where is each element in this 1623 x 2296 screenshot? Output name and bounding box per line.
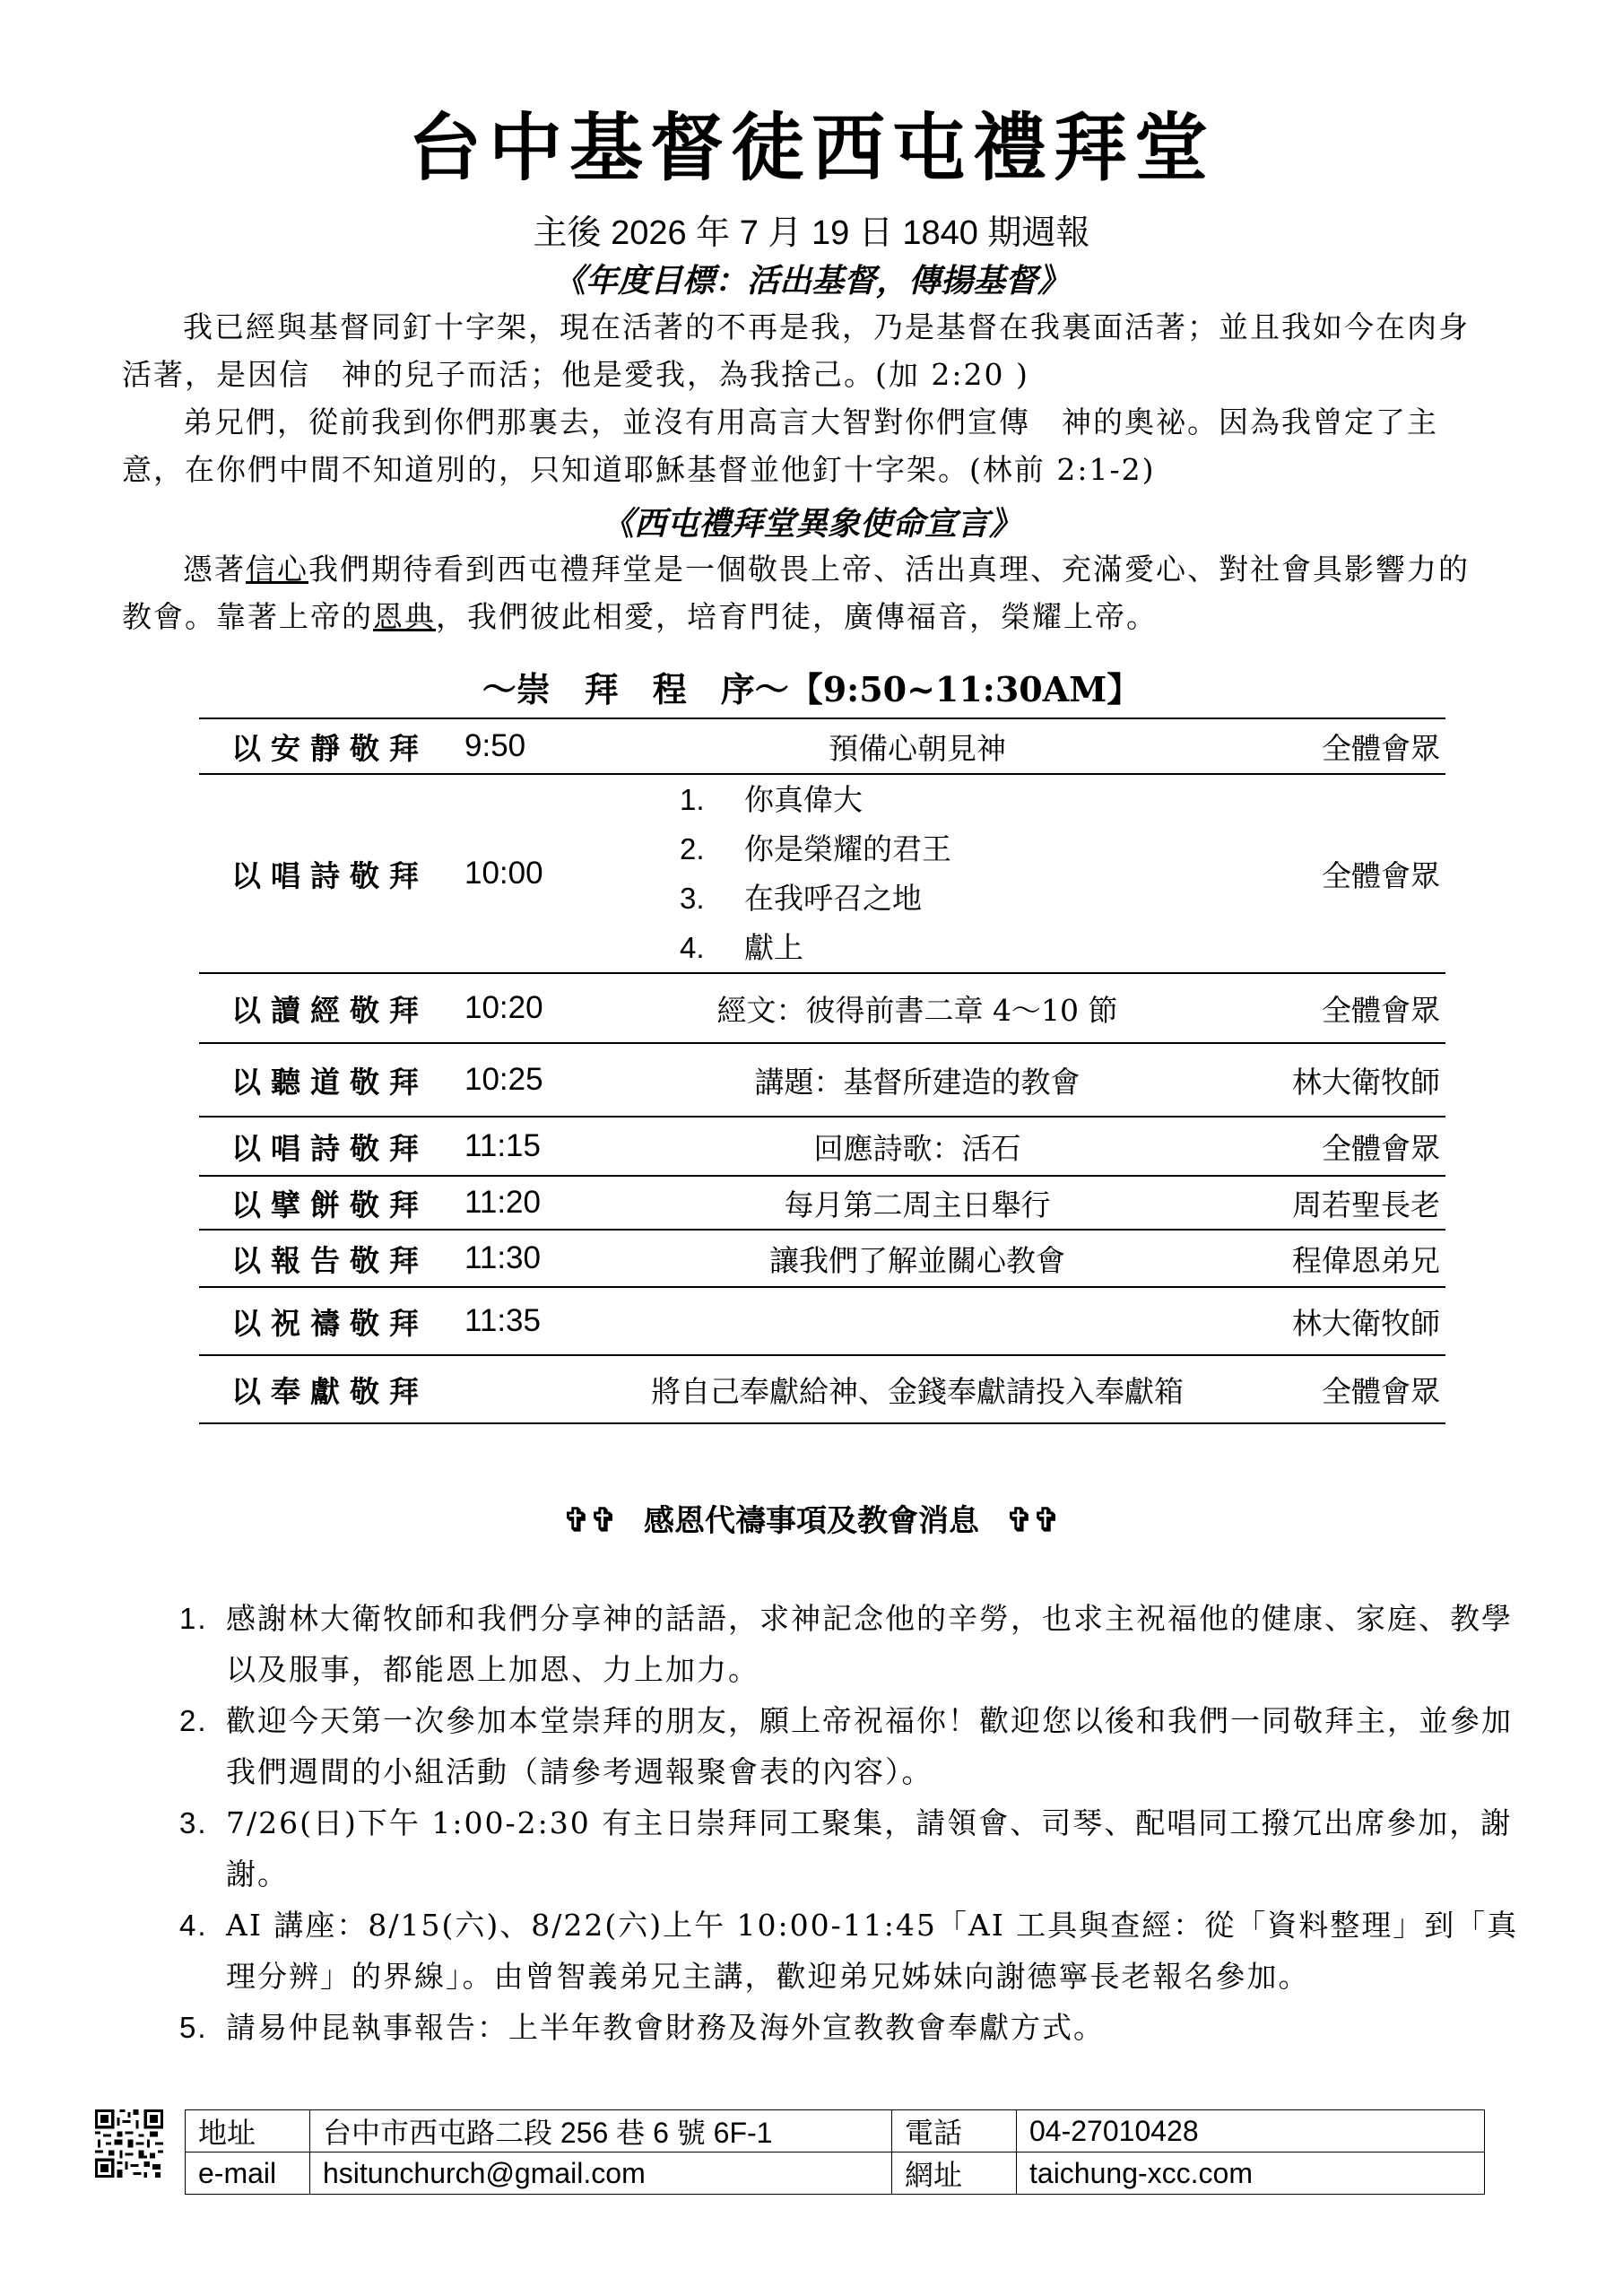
service-content: 講題：基督所建造的教會 — [608, 1043, 1227, 1117]
song-title: 你真偉大 — [744, 782, 863, 817]
song-item — [680, 923, 1227, 972]
song-title: 獻上 — [744, 930, 803, 965]
service-item-name: 以祝禱敬拜 — [199, 1287, 464, 1355]
news-heading: 感恩代禱事項及教會消息 — [644, 1503, 979, 1539]
service-leader: 全體會眾 — [1227, 774, 1445, 973]
website-value[interactable]: taichung-xcc.com — [1017, 2152, 1485, 2195]
service-leader: 程偉恩弟兄 — [1227, 1230, 1445, 1287]
news-item — [179, 1797, 1533, 1900]
song-number: 4. — [680, 931, 705, 964]
service-item-name: 以聽道敬拜 — [199, 1043, 464, 1117]
vision-text-post: ，我們彼此相愛，培育門徒，廣傳福音，榮耀上帝。 — [436, 599, 1158, 634]
news-item — [179, 1900, 1533, 2002]
service-row — [199, 973, 1445, 1043]
news-heading-row — [0, 1496, 1623, 1540]
service-time: 11:15 — [464, 1117, 608, 1176]
service-row — [199, 774, 1445, 973]
song-list — [608, 775, 1227, 972]
service-time — [464, 1355, 608, 1423]
qr-code-icon[interactable] — [95, 2109, 163, 2178]
service-leader: 全體會眾 — [1227, 973, 1445, 1043]
vision-text-mid: 我們期待看到西屯禮拜堂是一個敬畏上帝、活出真理、充滿愛心、對社會具影響力的教會。靠著上帝的 — [122, 552, 1470, 634]
news-item-number: 5. — [179, 2011, 208, 2044]
goal-verse-1: 我已經與基督同釘十字架，現在活著的不再是我，乃是基督在我裏面活著；並且我如今在肉身活著，是因信 神的兒子而活；他是愛我，為我捨己。(加 2:20 ) — [122, 309, 1470, 392]
service-time: 10:20 — [464, 973, 608, 1043]
service-row — [199, 1043, 1445, 1117]
service-content: 回應詩歌：活石 — [608, 1117, 1227, 1176]
news-item-number: 3. — [179, 1806, 208, 1839]
news-item-text: AI 講座：8/15(六)、8/22(六)上午 10:00-11:45「AI 工具與查經：從「資料整理」到「真理分辨」的界線」。由曾智義弟兄主講，歡迎弟兄姊妹向謝德寧長老報名參加。 — [226, 1908, 1519, 1994]
service-item-name: 以唱詩敬拜 — [199, 774, 464, 973]
vision-keyword-faith: 信心 — [246, 552, 308, 587]
song-number: 2. — [680, 832, 705, 865]
service-item-name: 以擘餅敬拜 — [199, 1176, 464, 1230]
annual-goal-heading: 《年度目標：活出基督，傳揚基督》 — [552, 262, 1070, 300]
vision-heading: 《西屯禮拜堂異象使命宣言》 — [601, 505, 1021, 543]
service-leader: 全體會眾 — [1227, 718, 1445, 774]
service-time: 10:25 — [464, 1043, 608, 1117]
email-value[interactable]: hsitunchurch@gmail.com — [310, 2152, 892, 2195]
vision-statement — [122, 545, 1485, 640]
contact-row — [186, 2152, 1485, 2195]
news-item-number: 2. — [179, 1704, 208, 1737]
news-item-text: 7/26(日)下午 1:00-2:30 有主日崇拜同工聚集，請領會、司琴、配唱同工撥冗出席參加，謝謝。 — [226, 1805, 1513, 1892]
news-list — [179, 1593, 1533, 2053]
address-value: 台中市西屯路二段 256 巷 6 號 6F-1 — [310, 2110, 892, 2152]
news-item — [179, 2002, 1533, 2053]
service-item-name: 以讀經敬拜 — [199, 973, 464, 1043]
service-content: 將自己奉獻給神、金錢奉獻請投入奉獻箱 — [608, 1355, 1227, 1423]
service-content: 經文：彼得前書二章 4～10 節 — [608, 973, 1227, 1043]
news-item-number: 1. — [179, 1602, 208, 1635]
service-order-table — [199, 718, 1445, 1424]
service-leader: 林大衛牧師 — [1227, 1287, 1445, 1355]
service-row — [199, 1117, 1445, 1176]
service-row — [199, 1176, 1445, 1230]
phone-label: 電話 — [892, 2110, 1017, 2152]
song-number: 3. — [680, 882, 705, 915]
goal-verse-2: 弟兄們，從前我到你們那裏去，並沒有用高言大智對你們宣傳 神的奧祕。因為我曾定了主意，在你們中間不知道別的，只知道耶穌基督並他釘十字架。(林前 2:1-2) — [122, 404, 1438, 487]
contact-table — [185, 2109, 1485, 2195]
service-content: 預備心朝見神 — [608, 718, 1227, 774]
service-leader: 林大衛牧師 — [1227, 1043, 1445, 1117]
service-leader: 全體會眾 — [1227, 1355, 1445, 1423]
vision-text-pre: 憑著 — [183, 552, 246, 587]
vision-keyword-grace: 恩典 — [373, 599, 436, 634]
service-content: 每月第二周主日舉行 — [608, 1176, 1227, 1230]
cross-icon: ✞✞ — [562, 1501, 618, 1539]
church-title: 台中基督徒西屯禮拜堂 — [407, 106, 1215, 191]
service-time: 11:20 — [464, 1176, 608, 1230]
email-label: e-mail — [186, 2152, 310, 2195]
service-content: 讓我們了解並關心教會 — [608, 1230, 1227, 1287]
song-item — [680, 775, 1227, 824]
service-content — [608, 1287, 1227, 1355]
song-item — [680, 874, 1227, 923]
service-row — [199, 718, 1445, 774]
address-label: 地址 — [186, 2110, 310, 2152]
service-leader: 周若聖長老 — [1227, 1176, 1445, 1230]
news-item — [179, 1593, 1533, 1695]
song-item — [680, 824, 1227, 874]
service-order-title: ～崇 拜 程 序～【9:50~11:30AM】 — [482, 669, 1141, 709]
service-item-name: 以奉獻敬拜 — [199, 1355, 464, 1423]
service-item-name: 以唱詩敬拜 — [199, 1117, 464, 1176]
service-time: 10:00 — [464, 774, 608, 973]
news-item-text: 請易仲昆執事報告：上半年教會財務及海外宣教教會奉獻方式。 — [226, 2010, 1105, 2045]
contact-row — [186, 2110, 1485, 2152]
news-item-text: 歡迎今天第一次參加本堂崇拜的朋友，願上帝祝福你！歡迎您以後和我們一同敬拜主，並參加我們週間的小組活動（請參考週報聚會表的內容）。 — [226, 1703, 1513, 1789]
service-time: 9:50 — [464, 718, 608, 774]
service-time: 11:30 — [464, 1230, 608, 1287]
service-row — [199, 1287, 1445, 1355]
service-row — [199, 1355, 1445, 1423]
song-number: 1. — [680, 783, 705, 816]
cross-icon: ✞✞ — [1005, 1501, 1061, 1539]
issue-line: 主後 2026 年 7 月 19 日 1840 期週報 — [533, 214, 1090, 252]
website-label: 網址 — [892, 2152, 1017, 2195]
news-item-number: 4. — [179, 1909, 208, 1942]
song-title: 你是榮耀的君王 — [744, 831, 951, 866]
service-time: 11:35 — [464, 1287, 608, 1355]
phone-value[interactable]: 04-27010428 — [1017, 2110, 1485, 2152]
news-item — [179, 1695, 1533, 1797]
service-row — [199, 1230, 1445, 1287]
service-leader: 全體會眾 — [1227, 1117, 1445, 1176]
song-list-cell — [608, 774, 1227, 973]
service-item-name: 以報告敬拜 — [199, 1230, 464, 1287]
service-item-name: 以安靜敬拜 — [199, 718, 464, 774]
news-item-text: 感謝林大衛牧師和我們分享神的話語，求神記念他的辛勞，也求主祝福他的健康、家庭、教學以及服事，都能恩上加恩、力上加力。 — [226, 1601, 1513, 1687]
song-title: 在我呼召之地 — [744, 881, 922, 916]
